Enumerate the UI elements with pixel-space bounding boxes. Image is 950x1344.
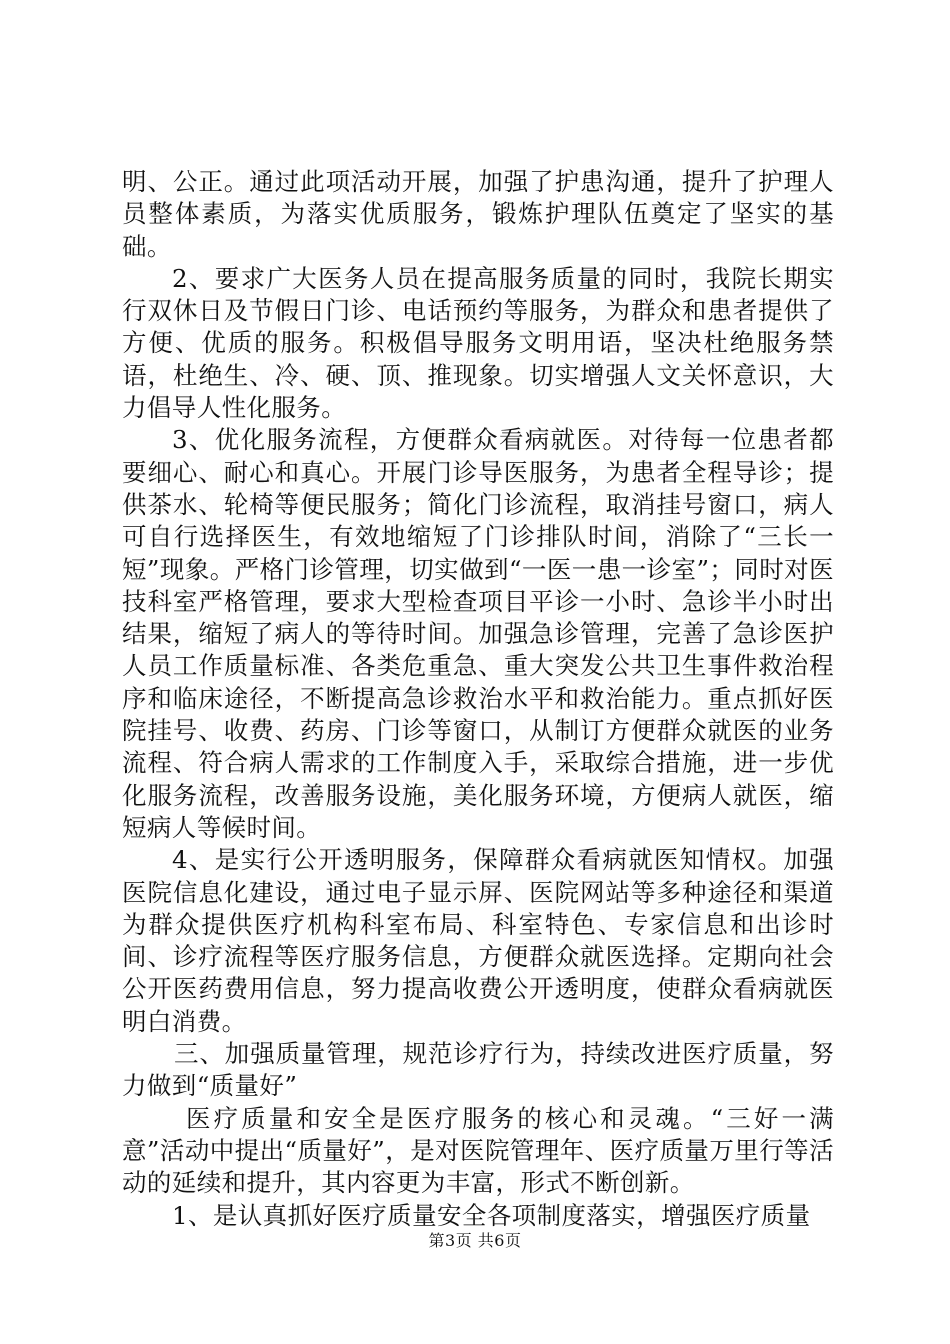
paragraph-item-3: 3、优化服务流程，方便群众看病就医。对待每一位患者都要细心、耐心和真心。开展门诊导医服务，为患者全程导诊；提供茶水、轮椅等便民服务；简化门诊流程，取消挂号窗口，病人可自行选择医生，有效地缩短了门诊排队时间，消除了“三长一短”现象。严格门诊管理，切实做到“一医一患一诊室”；同时对医技科室严格管理，要求大型检查项目平诊一小时、急诊半小时出结果，缩短了病人的等待时间。加强急诊管理，完善了急诊医护人员工作质量标准、各类危重急、重大突发公共卫生事件救治程序和临床途径，不断提高急诊救治水平和救治能力。重点抓好医院挂号、收费、药房、门诊等窗口，从制订方便群众就医的业务流程、符合病人需求的工作制度入手，采取综合措施，进一步优化服务流程，改善服务设施，美化服务环境，方便病人就医，缩短病人等候时间。 [122, 425, 834, 842]
paragraph-item-4: 4、是实行公开透明服务，保障群众看病就医知情权。加强医院信息化建设，通过电子显示屏、医院网站等多种途径和渠道为群众提供医疗机构科室布局、科室特色、专家信息和出诊时间、诊疗流程等医疗服务信息，方便群众就医选择。定期向社会公开医药费用信息，努力提高收费公开透明度，使群众看病就医明白消费。 [122, 845, 834, 1036]
document-body [122, 166, 834, 1232]
section-heading-3: 三、加强质量管理，规范诊疗行为，持续改进医疗质量，努力做到“质量好” [122, 1039, 834, 1101]
paragraph-item-1: 1、是认真抓好医疗质量安全各项制度落实，增强医疗质量 [172, 1200, 811, 1230]
paragraph-item-2: 2、要求广大医务人员在提高服务质量的同时，我院长期实行双休日及节假日门诊、电话预约等服务，为群众和患者提供了方便、优质的服务。积极倡导服务文明用语，坚决杜绝服务禁语，杜绝生、冷、硬、顶、推现象。切实增强人文关怀意识，大力倡导人性化服务。 [122, 263, 834, 423]
paragraph-section-intro: 医疗质量和安全是医疗服务的核心和灵魂。“三好一满意”活动中提出“质量好”，是对医院管理年、医疗质量万里行等活动的延续和提升，其内容更为丰富，形式不断创新。 [122, 1103, 834, 1198]
page-number-footer: 第3页 共6页 [428, 1231, 522, 1250]
paragraph-continuation: 明、公正。通过此项活动开展，加强了护患沟通，提升了护理人员整体素质，为落实优质服务，锻炼护理队伍奠定了坚实的基础。 [122, 167, 834, 261]
